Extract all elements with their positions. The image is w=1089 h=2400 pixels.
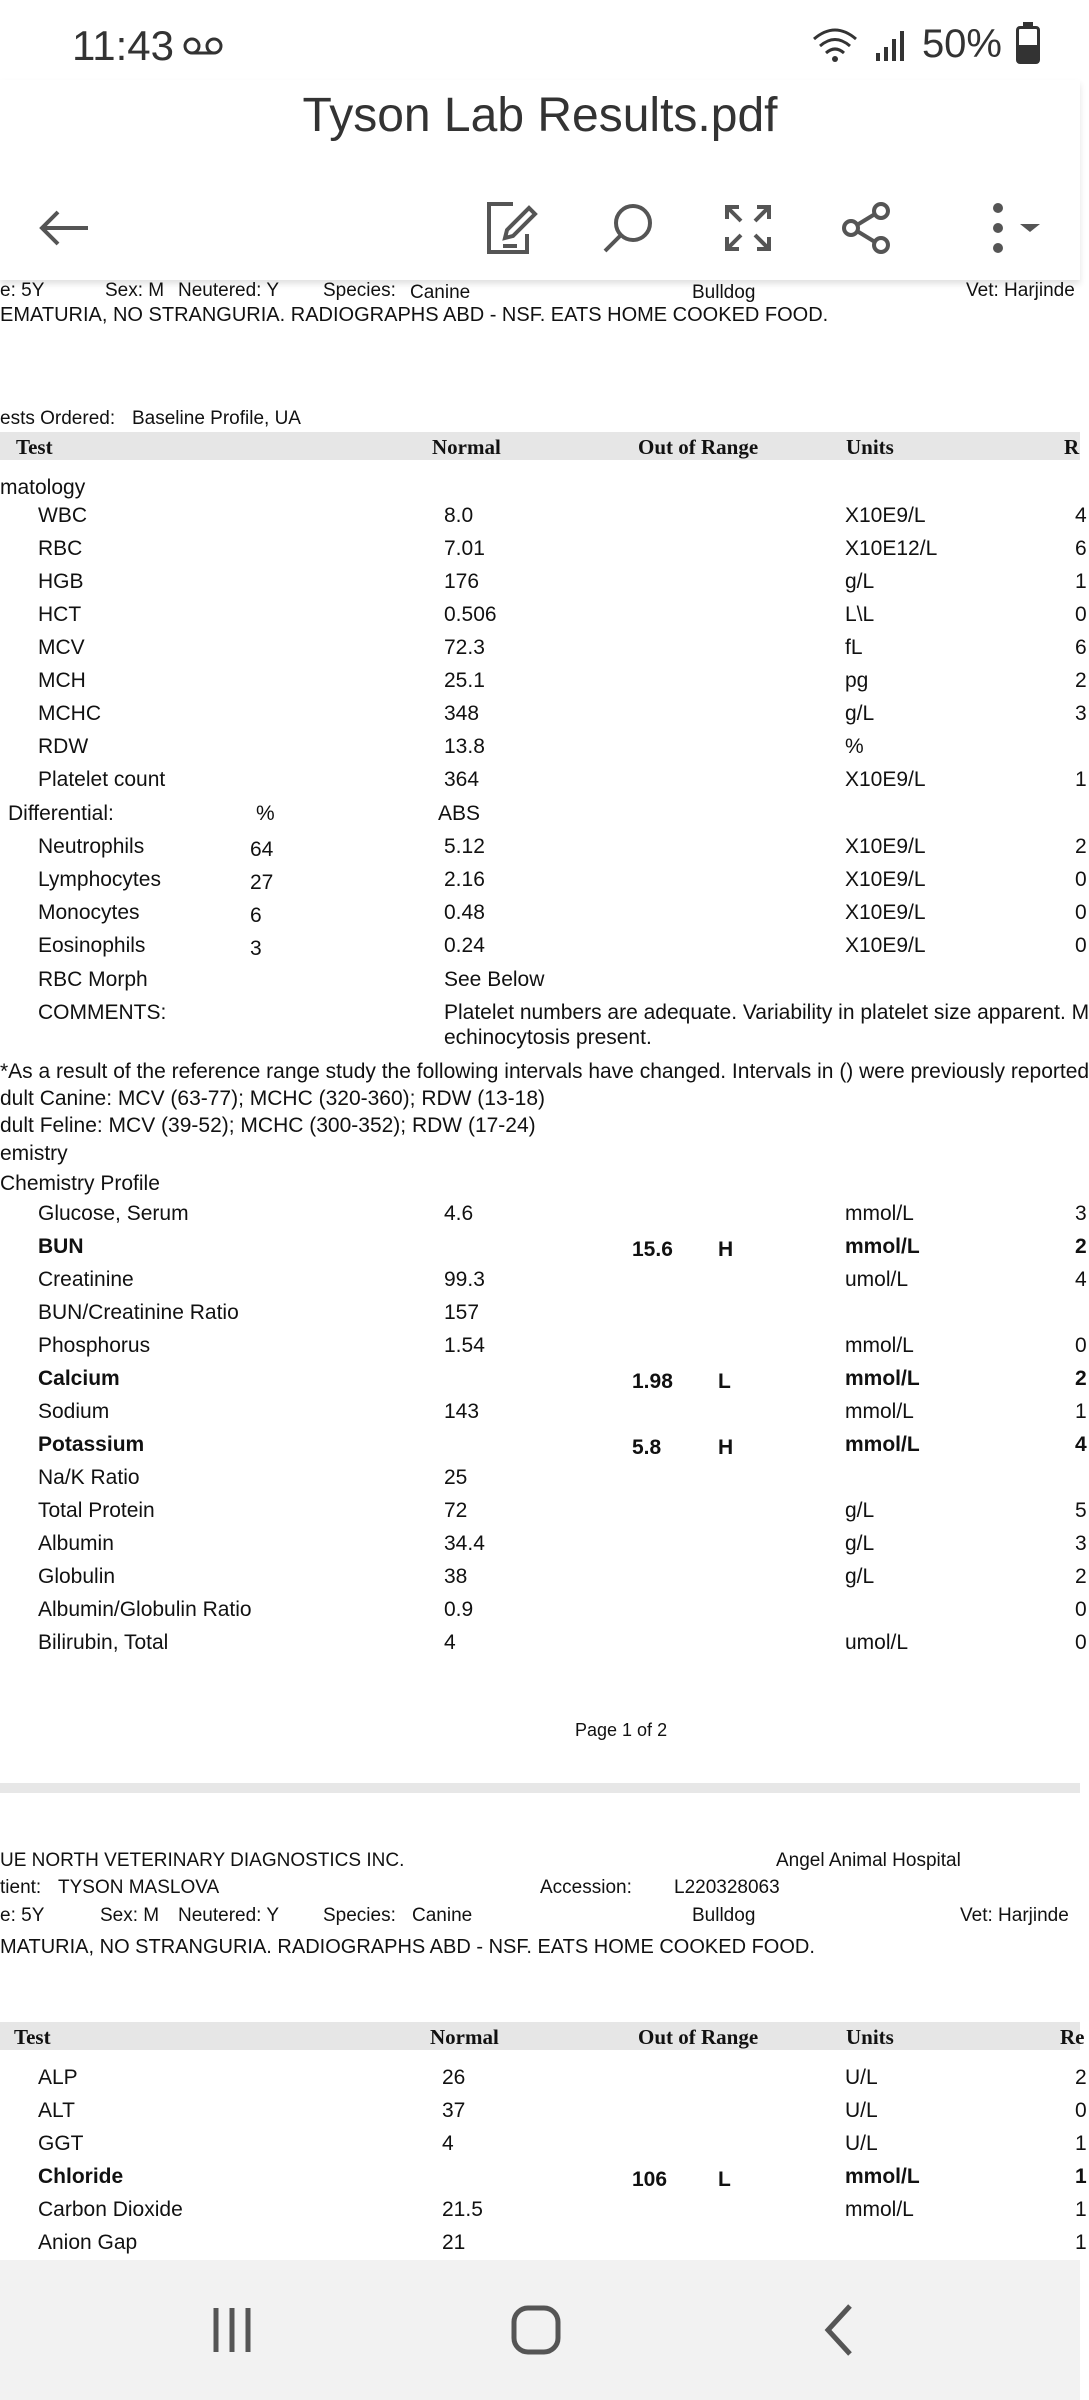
system-back-button[interactable] [800, 2290, 880, 2370]
header-test-p2: Test [14, 2025, 51, 2049]
page2-normal-value: 21.5 [442, 2198, 483, 2221]
lab-name: UE NORTH VETERINARY DIAGNOSTICS INC. [0, 1850, 405, 1871]
differential-reference: 2 [1075, 835, 1087, 858]
navigation-bar [0, 2260, 1080, 2400]
differential-reference: 0 [1075, 901, 1087, 924]
chemistry-units: g/L [845, 1499, 875, 1522]
battery-icon [1016, 26, 1040, 64]
chemistry-test-name: Sodium [38, 1400, 110, 1423]
chemistry-normal-value: 4.6 [444, 1202, 474, 1225]
page2-normal-value: 4 [442, 2132, 454, 2155]
edit-button[interactable] [470, 188, 550, 268]
page2-reference: 1 [1075, 2198, 1087, 2221]
comments-line-1: Platelet numbers are adequate. Variability in platelet size apparent. M [444, 1001, 1089, 1024]
chevron-left-icon [800, 2290, 880, 2370]
hematology-reference: 6 [1075, 636, 1087, 659]
header-out-of-range: Out of Range [638, 435, 759, 459]
rbc-morph-value: See Below [444, 968, 545, 991]
species-label-p2: Species: [323, 1905, 396, 1926]
chemistry-units: mmol/L [845, 1400, 914, 1423]
differential-abs-value: 0.48 [444, 901, 485, 924]
chemistry-test-name: Potassium [38, 1433, 145, 1456]
chemistry-reference: 0 [1075, 1631, 1087, 1654]
pdf-viewer[interactable] [0, 280, 1089, 2260]
differential-test-name: Lymphocytes [38, 868, 161, 891]
hematology-units: L\L [845, 603, 875, 626]
differential-pct: 64 [250, 838, 274, 861]
chemistry-test-name: Bilirubin, Total [38, 1631, 169, 1654]
differential-units: X10E9/L [845, 934, 926, 957]
hematology-test-name: MCHC [38, 702, 101, 725]
chemistry-reference: 1 [1075, 1400, 1087, 1423]
differential-units: X10E9/L [845, 868, 926, 891]
page2-test-name: Carbon Dioxide [38, 2198, 183, 2221]
page2-flag: L [718, 2168, 731, 2191]
chemistry-out-of-range-value: 1.98 [632, 1370, 673, 1393]
voicemail-icon [183, 36, 223, 56]
chemistry-flag: H [718, 1238, 734, 1261]
page2-reference: 1 [1075, 2165, 1087, 2188]
note-line-3: dult Feline: MCV (39-52); MCHC (300-352); RDW (17-24) [0, 1114, 536, 1137]
search-icon [601, 201, 655, 255]
chemistry-test-name: Na/K Ratio [38, 1466, 140, 1489]
hematology-test-name: RDW [38, 735, 89, 758]
hematology-reference: 1 [1075, 768, 1087, 791]
differential-label: Differential: [8, 802, 114, 825]
clock: 11:43 [72, 22, 174, 69]
chemistry-normal-value: 72 [444, 1499, 468, 1522]
patient-label: tient: [0, 1877, 42, 1898]
page2-reference: 0 [1075, 2099, 1087, 2122]
battery-percent: 50% [921, 22, 1002, 66]
tests-ordered-value: Baseline Profile, UA [132, 408, 301, 429]
hematology-normal-value: 0.506 [444, 603, 497, 626]
hematology-reference: 6 [1075, 537, 1087, 560]
differential-abs-value: 5.12 [444, 835, 485, 858]
chemistry-units: umol/L [845, 1631, 909, 1654]
differential-test-name: Neutrophils [38, 835, 145, 858]
header-test: Test [16, 435, 53, 459]
chemistry-flag: H [718, 1436, 734, 1459]
hematology-units: fL [845, 636, 863, 659]
page2-reference: 1 [1075, 2132, 1087, 2155]
page-number: Page 1 of 2 [575, 1720, 668, 1740]
hematology-reference: 1 [1075, 570, 1087, 593]
page2-units: U/L [845, 2132, 878, 2155]
header-reference: R [1064, 435, 1080, 459]
back-arrow-icon [36, 208, 92, 248]
page2-normal-value: 21 [442, 2231, 466, 2254]
hematology-reference: 4 [1075, 504, 1087, 527]
chemistry-normal-value: 99.3 [444, 1268, 485, 1291]
chemistry-test-name: Total Protein [38, 1499, 155, 1522]
neutered-field-p2: Neutered: Y [178, 1905, 280, 1926]
chemistry-units: mmol/L [845, 1202, 914, 1225]
hematology-normal-value: 13.8 [444, 735, 485, 758]
hematology-test-name: HCT [38, 603, 82, 626]
section-chemistry-profile: Chemistry Profile [0, 1172, 160, 1195]
page-separator [0, 1783, 1080, 1793]
chemistry-normal-value: 4 [444, 1631, 456, 1654]
hematology-normal-value: 25.1 [444, 669, 485, 692]
chemistry-test-name: Globulin [38, 1565, 116, 1588]
section-hematology: matology [0, 476, 86, 499]
species-value: Canine [410, 282, 471, 303]
page2-units: U/L [845, 2066, 878, 2089]
vet-field-p2: Vet: Harjinde [960, 1905, 1069, 1926]
chemistry-normal-value: 0.9 [444, 1598, 474, 1621]
fullscreen-button[interactable] [708, 188, 788, 268]
document-title: Tyson Lab Results.pdf [302, 89, 778, 142]
chemistry-reference: 0 [1075, 1598, 1087, 1621]
age-field-p2: e: 5Y [0, 1905, 45, 1926]
differential-test-name: Monocytes [38, 901, 140, 924]
differential-abs-value: 2.16 [444, 868, 485, 891]
search-button[interactable] [588, 188, 668, 268]
accession-label: Accession: [540, 1877, 632, 1898]
hematology-units: pg [845, 669, 869, 692]
neutered-field: Neutered: Y [178, 280, 280, 301]
hematology-normal-value: 348 [444, 702, 480, 725]
accession-value: L220328063 [674, 1877, 780, 1898]
hematology-reference: 2 [1075, 669, 1087, 692]
tests-ordered-label: ests Ordered: [0, 408, 116, 429]
differential-units: X10E9/L [845, 901, 926, 924]
chemistry-test-name: Albumin/Globulin Ratio [38, 1598, 252, 1621]
hematology-test-name: MCH [38, 669, 86, 692]
home-button[interactable] [496, 2290, 576, 2370]
differential-abs-value: 0.24 [444, 934, 485, 957]
hematology-normal-value: 364 [444, 768, 480, 791]
status-bar [0, 0, 1080, 90]
hematology-units: X10E9/L [845, 768, 926, 791]
hematology-test-name: MCV [38, 636, 85, 659]
chemistry-units: g/L [845, 1565, 875, 1588]
page2-units: U/L [845, 2099, 878, 2122]
differential-test-name: Eosinophils [38, 934, 146, 957]
page2-out-of-range-value: 106 [632, 2168, 668, 2191]
patient-name: TYSON MASLOVA [58, 1877, 220, 1898]
hematology-units: g/L [845, 570, 875, 593]
page2-test-name: Anion Gap [38, 2231, 138, 2254]
chemistry-reference: 4 [1075, 1433, 1087, 1456]
hematology-test-name: HGB [38, 570, 84, 593]
hematology-units: % [845, 735, 864, 758]
chemistry-reference: 2 [1075, 1367, 1087, 1390]
age-field: e: 5Y [0, 280, 45, 301]
chemistry-reference: 4 [1075, 1268, 1087, 1291]
hematology-test-name: WBC [38, 504, 87, 527]
hematology-normal-value: 8.0 [444, 504, 474, 527]
edit-pen-icon [483, 200, 537, 256]
wifi-icon [810, 27, 860, 63]
recents-button[interactable] [192, 2290, 272, 2370]
history-text: EMATURIA, NO STRANGURIA. RADIOGRAPHS ABD - NSF. EATS HOME COOKED FOOD. [0, 304, 829, 326]
page2-reference: 1 [1075, 2231, 1087, 2254]
share-icon [839, 201, 893, 255]
more-options-button[interactable] [970, 188, 1050, 268]
app-bar [0, 80, 1080, 280]
table-header-p2 [0, 2022, 1085, 2050]
chemistry-reference: 0 [1075, 1334, 1087, 1357]
chemistry-test-name: BUN/Creatinine Ratio [38, 1301, 239, 1324]
chemistry-reference: 3 [1075, 1532, 1087, 1555]
page2-test-name: GGT [38, 2132, 84, 2155]
chemistry-reference: 5 [1075, 1499, 1087, 1522]
chemistry-test-name: Glucose, Serum [38, 1202, 189, 1225]
chemistry-units: mmol/L [845, 1433, 920, 1456]
recents-icon [192, 2290, 272, 2370]
page2-normal-value: 26 [442, 2066, 466, 2089]
hematology-reference: 0 [1075, 603, 1087, 626]
hematology-units: X10E9/L [845, 504, 926, 527]
chemistry-units: mmol/L [845, 1334, 914, 1357]
chemistry-test-name: BUN [38, 1235, 84, 1258]
comments-label: COMMENTS: [38, 1001, 167, 1024]
chemistry-reference: 2 [1075, 1565, 1087, 1588]
page2-reference: 2 [1075, 2066, 1087, 2089]
expand-icon [723, 203, 773, 253]
chemistry-out-of-range-value: 15.6 [632, 1238, 673, 1261]
hospital-name: Angel Animal Hospital [776, 1850, 961, 1871]
chemistry-units: g/L [845, 1532, 875, 1555]
chemistry-reference: 2 [1075, 1235, 1087, 1258]
chemistry-normal-value: 1.54 [444, 1334, 485, 1357]
signal-icon [874, 27, 908, 63]
more-vertical-icon [980, 200, 1040, 256]
page2-test-name: ALP [38, 2066, 78, 2089]
header-normal-p2: Normal [430, 2025, 499, 2049]
header-units-p2: Units [846, 2025, 894, 2049]
chemistry-test-name: Albumin [38, 1532, 114, 1555]
note-line-2: dult Canine: MCV (63-77); MCHC (320-360); RDW (13-18) [0, 1087, 546, 1110]
header-reference-p2: Re [1060, 2025, 1085, 2049]
sex-field: Sex: M [105, 280, 165, 301]
page2-test-name: ALT [38, 2099, 75, 2122]
section-chemistry: emistry [0, 1142, 68, 1165]
chemistry-normal-value: 25 [444, 1466, 468, 1489]
hematology-normal-value: 7.01 [444, 537, 485, 560]
chemistry-test-name: Calcium [38, 1367, 120, 1390]
differential-abs-header: ABS [438, 802, 481, 825]
chemistry-test-name: Creatinine [38, 1268, 134, 1291]
header-out-of-range-p2: Out of Range [638, 2025, 759, 2049]
chemistry-test-name: Phosphorus [38, 1334, 151, 1357]
page2-units: mmol/L [845, 2198, 914, 2221]
chemistry-normal-value: 157 [444, 1301, 480, 1324]
page2-units: mmol/L [845, 2165, 920, 2188]
header-normal: Normal [432, 435, 501, 459]
hematology-normal-value: 72.3 [444, 636, 485, 659]
comments-line-2: echinocytosis present. [444, 1026, 652, 1049]
hematology-reference: 3 [1075, 702, 1087, 725]
table-header [0, 432, 1080, 460]
note-line-1: *As a result of the reference range study the following intervals have changed. Intervals in () were previously reported [0, 1060, 1089, 1083]
chemistry-out-of-range-value: 5.8 [632, 1436, 662, 1459]
back-button[interactable] [24, 188, 104, 268]
sex-field-p2: Sex: M [100, 1905, 160, 1926]
differential-pct: 6 [250, 904, 262, 927]
page2-test-name: Chloride [38, 2165, 124, 2188]
differential-pct: 27 [250, 871, 274, 894]
breed-value-p2: Bulldog [692, 1905, 756, 1926]
chemistry-units: umol/L [845, 1268, 909, 1291]
differential-units: X10E9/L [845, 835, 926, 858]
rbc-morph-label: RBC Morph [38, 968, 148, 991]
vet-field: Vet: Harjinde [966, 280, 1075, 301]
chemistry-units: mmol/L [845, 1367, 920, 1390]
history-text-p2: MATURIA, NO STRANGURIA. RADIOGRAPHS ABD - NSF. EATS HOME COOKED FOOD. [0, 1936, 815, 1958]
differential-pct-header: % [256, 802, 275, 825]
chemistry-flag: L [718, 1370, 731, 1393]
hematology-normal-value: 176 [444, 570, 480, 593]
hematology-test-name: RBC [38, 537, 83, 560]
breed-value: Bulldog [692, 282, 756, 303]
hematology-test-name: Platelet count [38, 768, 166, 791]
home-icon [496, 2290, 576, 2370]
page2-normal-value: 37 [442, 2099, 466, 2122]
species-value-p2: Canine [412, 1905, 473, 1926]
chemistry-normal-value: 38 [444, 1565, 468, 1588]
chemistry-normal-value: 143 [444, 1400, 480, 1423]
chemistry-units: mmol/L [845, 1235, 920, 1258]
chemistry-normal-value: 34.4 [444, 1532, 485, 1555]
differential-reference: 0 [1075, 934, 1087, 957]
hematology-units: X10E12/L [845, 537, 938, 560]
share-button[interactable] [826, 188, 906, 268]
species-label: Species: [323, 280, 396, 301]
differential-reference: 0 [1075, 868, 1087, 891]
chemistry-reference: 3 [1075, 1202, 1087, 1225]
hematology-units: g/L [845, 702, 875, 725]
differential-pct: 3 [250, 937, 262, 960]
header-units: Units [846, 435, 894, 459]
